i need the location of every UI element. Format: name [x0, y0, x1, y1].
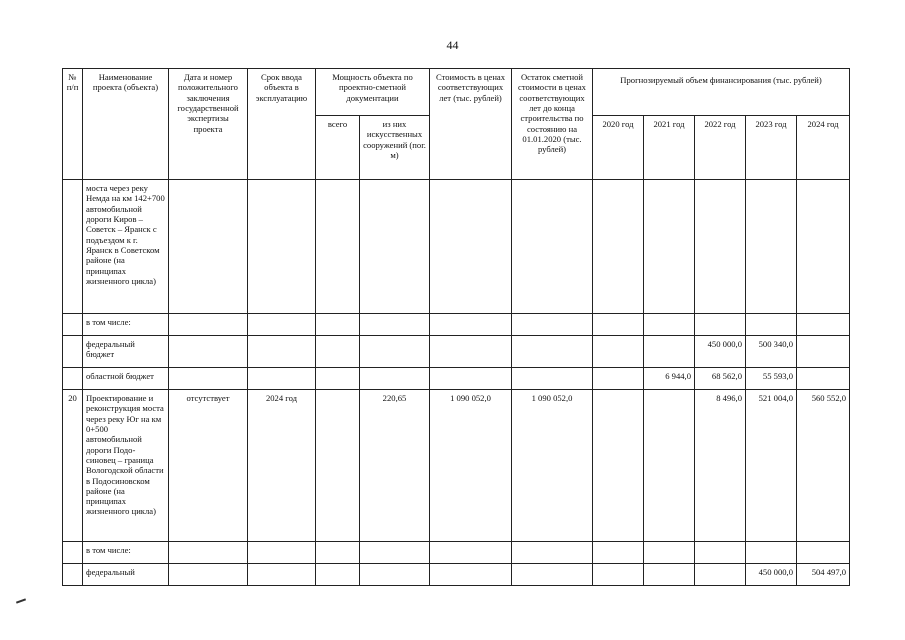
cell-y2020	[593, 336, 644, 368]
header-capacity: Мощность объекта по проектно-сметной документации	[316, 69, 430, 116]
cell-expertise	[169, 336, 248, 368]
cell-remaining	[512, 336, 593, 368]
cell-cost	[430, 368, 512, 390]
cell-remaining	[512, 564, 593, 586]
cell-y2022: 8 496,0	[695, 390, 746, 542]
cell-y2020	[593, 390, 644, 542]
cell-total	[316, 180, 360, 314]
cell-expertise: отсутствует	[169, 390, 248, 542]
header-year-2024: 2024 год	[797, 116, 850, 180]
cell-y2021	[644, 390, 695, 542]
header-remaining: Остаток сметной стоимости в ценах соответствующих лет до конца строительства по состоянию на 01.01.2020 (тыс. рублей)	[512, 69, 593, 180]
table-row	[63, 542, 850, 564]
cell-term	[248, 336, 316, 368]
table-row	[63, 390, 850, 542]
page-number: 44	[446, 38, 459, 52]
header-cost: Стоимость в ценах соответствующих лет (тыс. рублей)	[430, 69, 512, 180]
cell-y2023: 55 593,0	[746, 368, 797, 390]
cell-num	[63, 564, 83, 586]
cell-total	[316, 564, 360, 586]
cell-name: моста через реку Немда на км 142+700 автомобильной дороги Киров – Советск – Яранск с подъездом к г. Яранск в Советском районе (на принципах жизненного цикла)	[83, 180, 169, 314]
header-term: Срок ввода объекта в эксплуатацию	[248, 69, 316, 180]
cell-cost	[430, 314, 512, 336]
table-row	[63, 564, 850, 586]
cell-y2024	[797, 336, 850, 368]
cell-y2021	[644, 542, 695, 564]
cell-term	[248, 542, 316, 564]
cell-y2020	[593, 564, 644, 586]
cell-term	[248, 564, 316, 586]
financing-table	[62, 68, 850, 586]
cell-y2024: 504 497,0	[797, 564, 850, 586]
table-row	[63, 180, 850, 314]
cell-num	[63, 314, 83, 336]
cell-num: 20	[63, 390, 83, 542]
cell-num	[63, 368, 83, 390]
cell-y2020	[593, 368, 644, 390]
cell-total	[316, 542, 360, 564]
cell-name: Проектирование и реконструкция моста через реку Юг на км 0+500 автомобильной дороги Подо-синовец – граница Вологодской области в Подосиновском районе (на принципах жизненного цикла)	[83, 390, 169, 542]
header-num: № п/п	[63, 69, 83, 180]
table-row	[63, 314, 850, 336]
cell-y2023	[746, 314, 797, 336]
cell-y2022	[695, 180, 746, 314]
cell-y2023	[746, 542, 797, 564]
cell-artificial	[360, 368, 430, 390]
cell-term	[248, 314, 316, 336]
cell-cost	[430, 542, 512, 564]
cell-y2023	[746, 180, 797, 314]
cell-y2022: 68 562,0	[695, 368, 746, 390]
cell-y2023: 521 004,0	[746, 390, 797, 542]
cell-num	[63, 180, 83, 314]
cell-term: 2024 год	[248, 390, 316, 542]
cell-remaining	[512, 180, 593, 314]
header-capacity-artificial: из них искусственных сооружений (пог. м)	[360, 116, 430, 180]
cell-term	[248, 180, 316, 314]
cell-y2021	[644, 336, 695, 368]
cell-artificial	[360, 542, 430, 564]
table-row	[63, 368, 850, 390]
cell-name: в том числе:	[83, 542, 169, 564]
cell-y2022: 450 000,0	[695, 336, 746, 368]
cell-artificial	[360, 336, 430, 368]
header-year-2020: 2020 год	[593, 116, 644, 180]
header-name: Наименование проекта (объекта)	[83, 69, 169, 180]
cell-cost: 1 090 052,0	[430, 390, 512, 542]
cell-y2020	[593, 542, 644, 564]
cell-y2024	[797, 368, 850, 390]
header-expertise: Дата и номер положительного заключения государственной экспертизы проекта	[169, 69, 248, 180]
cell-y2022	[695, 564, 746, 586]
cell-y2021: 6 944,0	[644, 368, 695, 390]
cell-remaining	[512, 542, 593, 564]
cell-total	[316, 314, 360, 336]
header-year-2022: 2022 год	[695, 116, 746, 180]
cell-total	[316, 336, 360, 368]
cell-y2023: 500 340,0	[746, 336, 797, 368]
cell-num	[63, 336, 83, 368]
cell-expertise	[169, 564, 248, 586]
cell-expertise	[169, 542, 248, 564]
table-row	[63, 336, 850, 368]
cell-y2020	[593, 180, 644, 314]
cell-total	[316, 390, 360, 542]
cell-expertise	[169, 180, 248, 314]
cell-y2021	[644, 564, 695, 586]
cell-name: федеральный бюджет	[83, 336, 169, 368]
cell-cost	[430, 180, 512, 314]
cell-y2022	[695, 314, 746, 336]
header-year-2023: 2023 год	[746, 116, 797, 180]
cell-name: областной бюджет	[83, 368, 169, 390]
cell-name: федеральный	[83, 564, 169, 586]
cell-remaining: 1 090 052,0	[512, 390, 593, 542]
cell-term	[248, 368, 316, 390]
cell-artificial	[360, 314, 430, 336]
cell-y2020	[593, 314, 644, 336]
cell-remaining	[512, 368, 593, 390]
cell-artificial: 220,65	[360, 390, 430, 542]
cell-total	[316, 368, 360, 390]
cell-y2021	[644, 314, 695, 336]
cell-remaining	[512, 314, 593, 336]
cell-y2022	[695, 542, 746, 564]
cell-cost	[430, 564, 512, 586]
cell-cost	[430, 336, 512, 368]
cell-y2024	[797, 180, 850, 314]
cell-expertise	[169, 314, 248, 336]
cell-y2021	[644, 180, 695, 314]
header-capacity-total: всего	[316, 116, 360, 180]
cell-artificial	[360, 564, 430, 586]
cell-artificial	[360, 180, 430, 314]
cell-num	[63, 542, 83, 564]
cell-y2024	[797, 314, 850, 336]
scan-mark	[16, 598, 26, 603]
cell-y2023: 450 000,0	[746, 564, 797, 586]
header-forecast: Прогнозируемый объем финансирования (тыс. рублей)	[593, 69, 850, 116]
cell-name: в том числе:	[83, 314, 169, 336]
cell-y2024: 560 552,0	[797, 390, 850, 542]
header-year-2021: 2021 год	[644, 116, 695, 180]
cell-y2024	[797, 542, 850, 564]
cell-expertise	[169, 368, 248, 390]
header-row-1	[63, 69, 850, 116]
